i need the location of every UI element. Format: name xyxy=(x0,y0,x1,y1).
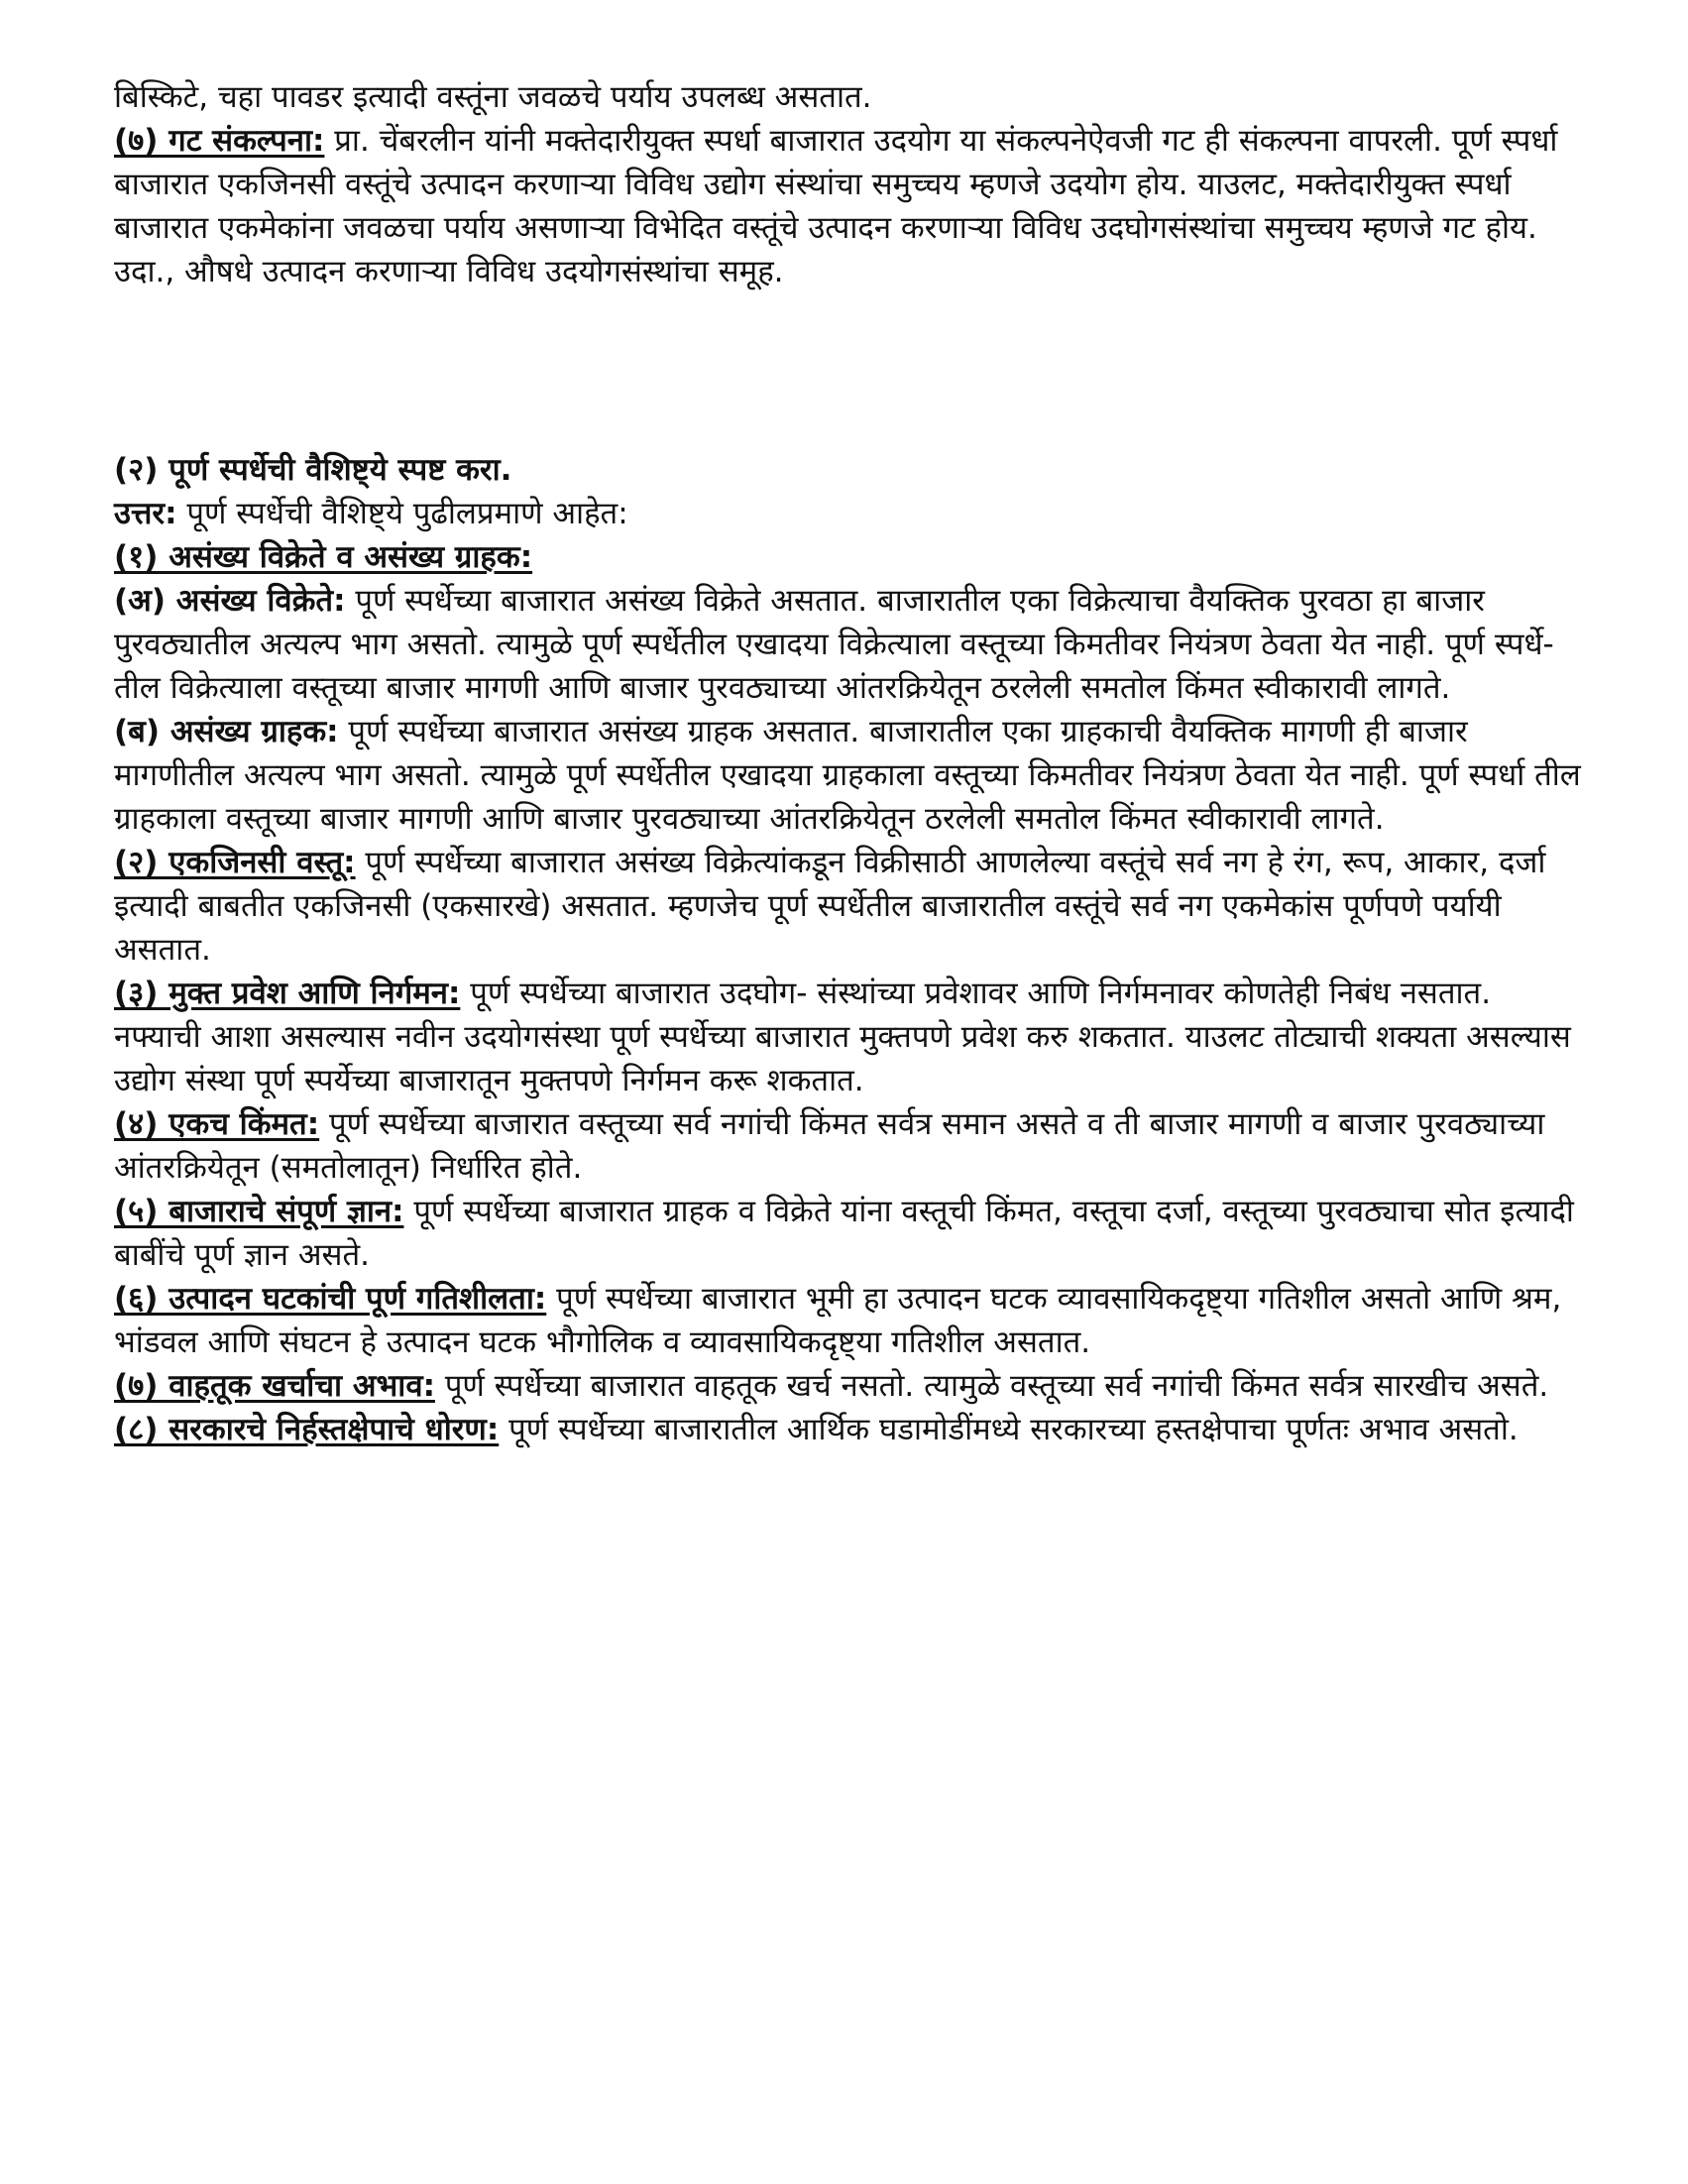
answer-intro-paragraph xyxy=(114,492,1581,535)
point-text: पूर्ण स्पर्धेच्या बाजारात असंख्य विक्रेत्यांकडून विक्रीसाठी आणलेल्या वस्तूंचे सर्व नग हे रंग, रूप, आकार, दर्जा इत्यादी बाबतीत एकजिनसी (एकसारखे) असतात. म्हणजेच पूर्ण स्पर्धेतील बाजारातील वस्तूंचे सर्व नग एकमेकांस पूर्णपणे पर्यायी असतात. xyxy=(114,845,1546,968)
group-concept-heading: (७) गट संकल्पना: xyxy=(114,123,325,159)
point-7-paragraph xyxy=(114,1364,1581,1408)
point-heading: (५) बाजाराचे संपूर्ण ज्ञान: xyxy=(114,1194,404,1229)
point-1-paragraph xyxy=(114,535,1581,579)
group-concept-paragraph xyxy=(114,119,1581,293)
point-heading: (अ) असंख्य विक्रेते: xyxy=(114,583,346,619)
point-heading: (ब) असंख्य ग्राहक: xyxy=(114,714,339,749)
continued-text: बिस्किटे, चहा पावडर इत्यादी वस्तूंना जवळचे पर्याय उपलब्ध असतात. xyxy=(114,79,872,115)
point-heading: (७) वाहतूक खर्चाचा अभाव: xyxy=(114,1368,435,1404)
point-5-paragraph xyxy=(114,1190,1581,1277)
point-text: पूर्ण स्पर्धेच्या बाजारातील आर्थिक घडामोडींमध्ये सरकारच्या हस्तक्षेपाचा पूर्णतः अभाव असतो. xyxy=(499,1412,1519,1447)
point-heading: (८) सरकारचे निर्हस्तक्षेपाचे धोरण: xyxy=(114,1412,500,1447)
point-3-paragraph xyxy=(114,972,1581,1102)
point-heading: (२) एकजिनसी वस्तू: xyxy=(114,845,356,880)
point-2-paragraph xyxy=(114,841,1581,972)
point-heading: (६) उत्पादन घटकांची पूर्ण गतिशीलता: xyxy=(114,1281,547,1317)
point-text: पूर्ण स्पर्धेच्या बाजारात असंख्य विक्रेते असतात. बाजारातील एका विक्रेत्याचा वैयक्तिक पुरवठा हा बाजार पुरवठ्यातील अत्यल्प भाग असतो. त्यामुळे पूर्ण स्पर्धेतील एखादया विक्रेत्याला वस्तूच्या किमतीवर नियंत्रण ठेवता येत नाही. पूर्ण स्पर्धे- तील विक्रेत्याला वस्तूच्या बाजार मागणी आणि बाजार पुरवठ्याच्या आंतरक्रियेतून ठरलेली समतोल किंमत स्वीकारावी लागते. xyxy=(114,583,1554,706)
point-heading: (१) असंख्य विक्रेते व असंख्य ग्राहक: xyxy=(114,539,533,575)
point-text: पूर्ण स्पर्धेच्या बाजारात ग्राहक व विक्रेते यांना वस्तूची किंमत, वस्तूचा दर्जा, वस्तूच्या पुरवठ्याचा सोत इत्यादी बाबींचे पूर्ण ज्ञान असते. xyxy=(114,1194,1574,1273)
continued-paragraph xyxy=(114,75,1581,119)
point-text: पूर्ण स्पर्धेच्या बाजारात असंख्य ग्राहक असतात. बाजारातील एका ग्राहकाची वैयक्तिक मागणी ही बाजार मागणीतील अत्यल्प भाग असतो. त्यामुळे पूर्ण स्पर्धेतील एखादया ग्राहकाला वस्तूच्या किमतीवर नियंत्रण ठेवता येत नाही. पूर्ण स्पर्धा तील ग्राहकाला वस्तूच्या बाजार मागणी आणि बाजार पुरवठ्याच्या आंतरक्रियेतून ठरलेली समतोल किंमत स्वीकारावी लागते. xyxy=(114,714,1581,837)
point-text: पूर्ण स्पर्धेच्या बाजारात वस्तूच्या सर्व नगांची किंमत सर्वत्र समान असते व ती बाजार मागणी व बाजार पुरवठ्याच्या आंतरक्रियेतून (समतोलातून) निर्धारित होते. xyxy=(114,1106,1545,1186)
point-4-paragraph xyxy=(114,1102,1581,1190)
point-1a-paragraph xyxy=(114,579,1581,710)
question-title: (२) पूर्ण स्पर्धेची वैशिष्ट्ये स्पष्ट करा. xyxy=(114,452,512,488)
point-6-paragraph xyxy=(114,1277,1581,1364)
point-text: पूर्ण स्पर्धेच्या बाजारात उदघोग- संस्थांच्या प्रवेशावर आणि निर्गमनावर कोणतेही निबंध नसतात. नफ्याची आशा असल्यास नवीन उदयोगसंस्था पूर्ण स्पर्धेच्या बाजारात मुक्तपणे प्रवेश करु शकतात. याउलट तोट्याची शक्यता असल्यास उद्योग संस्था पूर्ण स्पर्येच्या बाजारातून मुक्तपणे निर्गमन करू शकतात. xyxy=(114,976,1571,1098)
point-8-paragraph xyxy=(114,1408,1581,1451)
answer-label: उत्तर: xyxy=(114,496,177,531)
continued-section xyxy=(114,75,1581,293)
point-text: पूर्ण स्पर्धेच्या बाजारात वाहतूक खर्च नसतो. त्यामुळे वस्तूच्या सर्व नगांची किंमत सर्वत्र सारखीच असते. xyxy=(434,1368,1549,1404)
answer-intro-text: पूर्ण स्पर्धेची वैशिष्ट्ये पुढीलप्रमाणे आहेत: xyxy=(176,496,628,531)
question-section xyxy=(114,448,1581,1451)
point-heading: (३) मुक्त प्रवेश आणि निर्गमन: xyxy=(114,976,461,1011)
point-text: पूर्ण स्पर्धेच्या बाजारात भूमी हा उत्पादन घटक व्यावसायिकदृष्ट्या गतिशील असतो आणि श्रम, भांडवल आणि संघटन हे उत्पादन घटक भौगोलिक व व्यावसायिकदृष्ट्या गतिशील असतात. xyxy=(114,1281,1562,1360)
group-concept-text: प्रा. चेंबरलीन यांनी मक्तेदारीयुक्त स्पर्धा बाजारात उदयोग या संकल्पनेऐवजी गट ही संकल्पना वापरली. पूर्ण स्पर्धा बाजारात एकजिनसी वस्तूंचे उत्पादन करणाऱ्या विविध उद्योग संस्थांचा समुच्चय म्हणजे उदयोग होय. याउलट, मक्तेदारीयुक्त स्पर्धा बाजारात एकमेकांना जवळचा पर्याय असणाऱ्या विभेदित वस्तूंचे उत्पादन करणाऱ्या विविध उदघोगसंस्थांचा समुच्चय म्हणजे गट होय. उदा., औषधे उत्पादन करणाऱ्या विविध उदयोगसंस्थांचा समूह. xyxy=(114,123,1558,289)
point-1b-paragraph xyxy=(114,710,1581,841)
point-heading: (४) एकच किंमत: xyxy=(114,1106,320,1142)
